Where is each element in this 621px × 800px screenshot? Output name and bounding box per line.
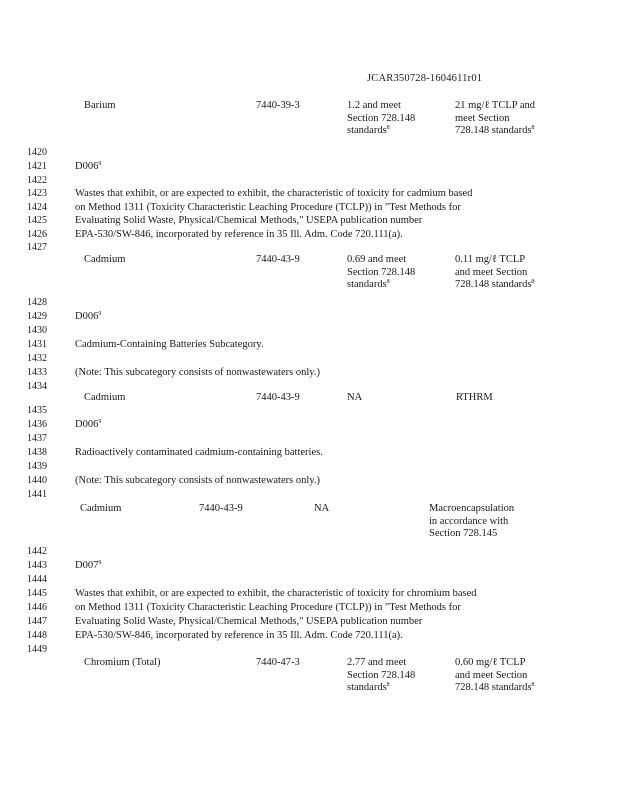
table-row-barium — [84, 100, 116, 113]
nonwastewater-standard-cell: 0.11 mg/ℓ TCLP and meet Section 728.148 standards$^8$ — [455, 254, 535, 290]
cas-number-cell: 7440-47-3 — [256, 657, 300, 668]
wastewater-standard-cell: 2.77 and meet Section 728.148 standards$^8$ — [347, 657, 416, 693]
line-text: Wastes that exhibit, or are expected to exhibit, the characteristic of toxicity for chromium based — [75, 588, 477, 599]
document-id-header: JCAR350728-1604611r01 — [367, 73, 483, 84]
nonwastewater-standard-cell: RTHRM — [456, 392, 493, 403]
footnote-marker: 9 — [98, 311, 102, 317]
cas-number-cell: 7440-39-3 — [256, 100, 300, 111]
line-number: 1430 — [27, 325, 47, 336]
line-number: 1445 — [27, 588, 47, 599]
table-row-chromium — [84, 657, 161, 670]
line-number: 1435 — [27, 405, 47, 416]
line-text: (Note: This subcategory consists of nonwastewaters only.) — [75, 367, 320, 378]
line-text: EPA-530/SW-846, incorporated by reference in 35 Ill. Adm. Code 720.111(a). — [75, 630, 403, 641]
line-number: 1424 — [27, 202, 47, 213]
line-number: 1420 — [27, 147, 47, 158]
wastewater-standard-cell: 0.69 and meet Section 728.148 standards$^8$ — [347, 254, 416, 290]
footnote-marker: 9 — [98, 161, 102, 167]
line-number: 1421 — [27, 161, 47, 172]
table-row-cadmium — [84, 254, 125, 267]
line-number: 1448 — [27, 630, 47, 641]
table-row-radioactive-cadmium — [80, 503, 121, 516]
line-number: 1432 — [27, 353, 47, 364]
line-number: 1425 — [27, 215, 47, 226]
constituent-cell: Chromium (Total) — [84, 657, 161, 668]
nonwastewater-standard-cell: 0.60 mg/ℓ TCLP and meet Section 728.148 standards$^8$ — [455, 657, 535, 693]
line-number: 1440 — [27, 475, 47, 486]
wastewater-standard-cell: NA — [314, 503, 330, 514]
line-number: 1443 — [27, 560, 47, 571]
line-number: 1434 — [27, 381, 47, 392]
line-number: 1431 — [27, 339, 47, 350]
cas-number-cell: 7440-43-9 — [256, 392, 300, 403]
line-text: Radioactively contaminated cadmium-containing batteries. — [75, 447, 323, 458]
line-text: Cadmium-Containing Batteries Subcategory. — [75, 339, 264, 350]
line-text: Wastes that exhibit, or are expected to exhibit, the characteristic of toxicity for cadmium based — [75, 188, 473, 199]
line-number: 1447 — [27, 616, 47, 627]
line-number: 1444 — [27, 574, 47, 585]
line-number: 1428 — [27, 297, 47, 308]
table-row-cadmium-batteries — [84, 392, 125, 405]
line-number: 1437 — [27, 433, 47, 444]
line-number: 1433 — [27, 367, 47, 378]
wastewater-standard-cell: NA — [347, 392, 363, 403]
nonwastewater-standard-cell: Macroencapsulation in accordance with Section 728.145 — [429, 503, 515, 539]
line-text: $D006^9$ — [75, 161, 102, 172]
line-number: 1446 — [27, 602, 47, 613]
cas-number-cell: 7440-43-9 — [199, 503, 243, 514]
line-number: 1438 — [27, 447, 47, 458]
line-number: 1429 — [27, 311, 47, 322]
line-text: $D007^9$ — [75, 560, 102, 571]
line-number: 1436 — [27, 419, 47, 430]
line-number: 1449 — [27, 644, 47, 655]
line-text: on Method 1311 (Toxicity Characteristic Leaching Procedure (TCLP)) in "Test Methods for — [75, 602, 461, 613]
line-text: $D006^9$ — [75, 419, 102, 430]
footnote-marker: 9 — [98, 419, 102, 425]
footnote-marker: 9 — [98, 560, 102, 566]
line-text: (Note: This subcategory consists of nonwastewaters only.) — [75, 475, 320, 486]
wastewater-standard-cell: 1.2 and meet Section 728.148 standards$^8$ — [347, 100, 416, 136]
line-text: on Method 1311 (Toxicity Characteristic Leaching Procedure (TCLP)) in "Test Methods for — [75, 202, 461, 213]
line-text: Evaluating Solid Waste, Physical/Chemical Methods," USEPA publication number — [75, 616, 423, 627]
constituent-cell: Barium — [84, 100, 116, 111]
line-number: 1427 — [27, 242, 47, 253]
line-text: EPA-530/SW-846, incorporated by reference in 35 Ill. Adm. Code 720.111(a). — [75, 229, 403, 240]
nonwastewater-standard-cell: 21 mg/ℓ TCLP and meet Section 728.148 standards$^8$ — [455, 100, 535, 136]
line-number: 1423 — [27, 188, 47, 199]
line-number: 1442 — [27, 546, 47, 557]
constituent-cell: Cadmium — [84, 392, 126, 403]
line-number: 1426 — [27, 229, 47, 240]
line-number: 1439 — [27, 461, 47, 472]
line-number: 1441 — [27, 489, 47, 500]
constituent-cell: Cadmium — [80, 503, 122, 514]
line-text: $D006^9$ — [75, 311, 102, 322]
line-number: 1422 — [27, 175, 47, 186]
cas-number-cell: 7440-43-9 — [256, 254, 300, 265]
constituent-cell: Cadmium — [84, 254, 126, 265]
line-text: Evaluating Solid Waste, Physical/Chemical Methods," USEPA publication number — [75, 215, 423, 226]
